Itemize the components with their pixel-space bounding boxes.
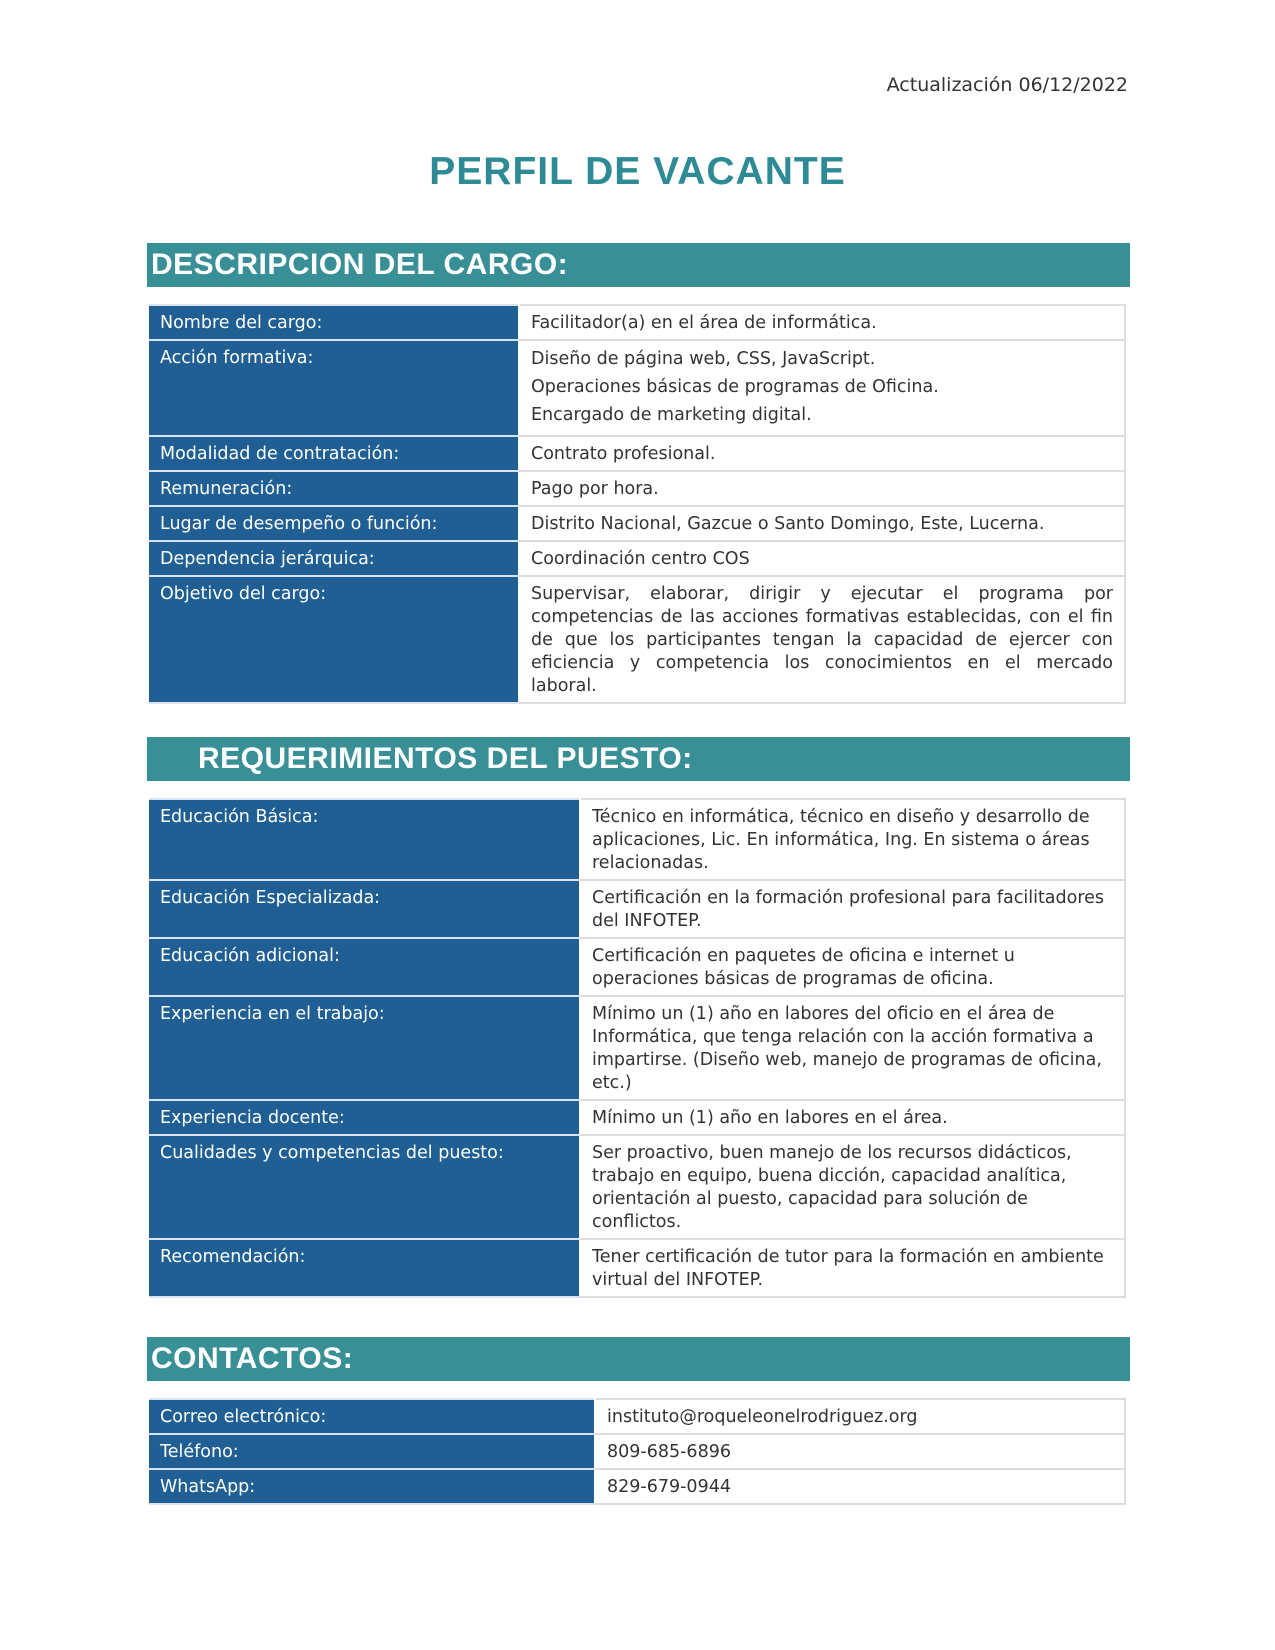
row-label: Nombre del cargo: [149, 305, 519, 340]
row-value: Certificación en paquetes de oficina e internet u operaciones básicas de programas de oficina. [580, 938, 1125, 996]
update-date: Actualización 06/12/2022 [886, 74, 1128, 96]
row-label: Recomendación: [149, 1239, 580, 1297]
table-row [149, 799, 1125, 880]
row-value: Facilitador(a) en el área de informática. [519, 305, 1125, 340]
contacts-table [149, 1398, 1126, 1505]
table-row [149, 1469, 1125, 1504]
table-row [149, 938, 1125, 996]
row-value: Coordinación centro COS [519, 541, 1125, 576]
table-row [149, 576, 1125, 703]
table-row [149, 1100, 1125, 1135]
row-value: Mínimo un (1) año en labores en el área. [580, 1100, 1125, 1135]
description-table [149, 304, 1126, 704]
row-label: Objetivo del cargo: [149, 576, 519, 703]
description-section [147, 243, 1130, 704]
description-section-heading: DESCRIPCION DEL CARGO: [147, 243, 1130, 287]
value-line: Operaciones básicas de programas de Oficina. [531, 377, 939, 397]
row-label: Lugar de desempeño o función: [149, 506, 519, 541]
requirements-section-heading: REQUERIMIENTOS DEL PUESTO: [147, 737, 1130, 781]
requirements-table [149, 798, 1126, 1298]
row-label: WhatsApp: [149, 1469, 595, 1504]
row-label: Acción formativa: [149, 340, 519, 436]
row-value: Ser proactivo, buen manejo de los recursos didácticos, trabajo en equipo, buena dicción, capacidad analítica, orientación al puesto, capacidad para solución de conflictos. [580, 1135, 1125, 1239]
row-value: Supervisar, elaborar, dirigir y ejecutar el programa por competencias de las acciones formativas establecidas, con el fin de que los participantes tengan la capacidad de ejercer con eficiencia y competencia los conocimientos en el mercado laboral. [519, 576, 1125, 703]
row-label: Experiencia en el trabajo: [149, 996, 580, 1100]
row-value: Distrito Nacional, Gazcue o Santo Domingo, Este, Lucerna. [519, 506, 1125, 541]
row-label: Educación adicional: [149, 938, 580, 996]
page-title: PERFIL DE VACANTE [429, 150, 846, 193]
value-line: Diseño de página web, CSS, JavaScript. [531, 349, 876, 369]
whatsapp-value: 829-679-0944 [595, 1469, 1125, 1504]
row-value: Certificación en la formación profesional para facilitadores del INFOTEP. [580, 880, 1125, 938]
table-row [149, 1434, 1125, 1469]
row-label: Remuneración: [149, 471, 519, 506]
row-label: Cualidades y competencias del puesto: [149, 1135, 580, 1239]
table-row [149, 305, 1125, 340]
row-value: Contrato profesional. [519, 436, 1125, 471]
contacts-section [147, 1337, 1130, 1505]
table-row [149, 541, 1125, 576]
row-value [519, 340, 1125, 436]
requirements-section [147, 737, 1130, 1298]
row-label: Modalidad de contratación: [149, 436, 519, 471]
table-row [149, 436, 1125, 471]
row-label: Teléfono: [149, 1434, 595, 1469]
row-label: Educación Básica: [149, 799, 580, 880]
row-value: Tener certificación de tutor para la formación en ambiente virtual del INFOTEP. [580, 1239, 1125, 1297]
contacts-section-heading: CONTACTOS: [147, 1337, 1130, 1381]
email-value[interactable]: instituto@roqueleonelrodriguez.org [595, 1399, 1125, 1434]
row-label: Dependencia jerárquica: [149, 541, 519, 576]
value-line: Encargado de marketing digital. [531, 405, 812, 425]
table-row [149, 996, 1125, 1100]
row-label: Educación Especializada: [149, 880, 580, 938]
table-row [149, 880, 1125, 938]
table-row [149, 506, 1125, 541]
table-row [149, 340, 1125, 436]
table-row [149, 1399, 1125, 1434]
table-row [149, 471, 1125, 506]
row-label: Correo electrónico: [149, 1399, 595, 1434]
row-value: Técnico en informática, técnico en diseño y desarrollo de aplicaciones, Lic. En informática, Ing. En sistema o áreas relacionadas. [580, 799, 1125, 880]
table-row [149, 1135, 1125, 1239]
row-value: Pago por hora. [519, 471, 1125, 506]
table-row [149, 1239, 1125, 1297]
phone-value: 809-685-6896 [595, 1434, 1125, 1469]
row-value: Mínimo un (1) año en labores del oficio en el área de Informática, que tenga relación con la acción formativa a impartirse. (Diseño web, manejo de programas de oficina, etc.) [580, 996, 1125, 1100]
row-label: Experiencia docente: [149, 1100, 580, 1135]
